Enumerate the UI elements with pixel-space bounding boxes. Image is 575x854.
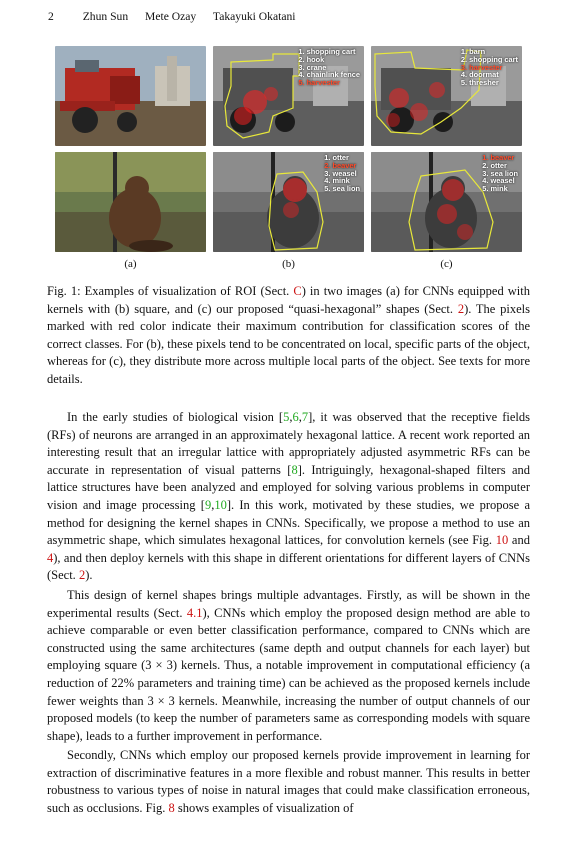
body-text <box>47 409 530 820</box>
text: ), CNNs which employ the proposed design method are able to achieve comparable or even better classification performance, compared to CNNs which are constructed using the same architectures (same depth and output channels for each layer) but employing square (3 × 3) kernels. Thus, a notable improvement in computational efficiency (a reduction of 22% parameters and training time) can be achieved as the proposed kernels include fewer weights than 3 × 3 kernels. Meanwhile, increasing the number of output channels of our proposed models (to keep the number of parameters same as corresponding models with square shape), leads to a further improvement in performance. <box>47 605 530 743</box>
section-ref-link[interactable]: 4.1 <box>186 605 203 620</box>
paragraph-3 <box>47 747 530 817</box>
paragraph-1 <box>47 409 530 585</box>
figure-ref-link[interactable]: 8 <box>168 801 175 816</box>
label-item: 2. otter <box>482 160 507 170</box>
caption-text: ). The pixels marked with red color indicate their maximum contribution for classification scores of the correct classes. For (b), these pixels tend to be concentrated on local, specific parts of the object, whereas for (c), they distribute more across multiple local parts of the object. See texts for more details. <box>47 301 530 386</box>
figure-ref-link[interactable]: 10 <box>495 533 509 548</box>
figure-row-beaver <box>55 152 527 252</box>
harvester-original-image <box>55 46 206 146</box>
figure-ref-link[interactable]: 4 <box>47 550 54 565</box>
section-ref-link[interactable]: 2 <box>78 568 86 583</box>
label-item: 4. mink <box>324 176 350 186</box>
label-item-correct: 2. beaver <box>324 160 357 170</box>
label-item-correct: 3. harvester <box>460 62 503 72</box>
citation-link[interactable]: 7 <box>301 410 309 424</box>
top-5-labels-c-bottom <box>482 154 518 193</box>
label-item-correct: 5. harvester <box>298 78 340 88</box>
label-item: 3. crane <box>298 62 327 72</box>
beaver-original-image <box>55 152 206 252</box>
beaver-roi-hexagonal-kernel <box>371 152 522 252</box>
citation-link[interactable]: 9 <box>204 497 212 512</box>
citation-link[interactable]: 5 <box>283 410 290 424</box>
text: ), and then deploy kernels with this shape in different orientations for different layers of CNNs (Sect. <box>47 550 530 583</box>
label-item: 2. hook <box>298 54 325 64</box>
text: In the early studies of biological vision [ <box>67 410 284 424</box>
page-number: 2 <box>48 10 54 23</box>
label-item: 5. sea lion <box>324 184 360 194</box>
label-item: 2. shopping cart <box>460 54 518 64</box>
paragraph-2 <box>47 587 530 745</box>
text: and <box>508 533 530 548</box>
text: ], it was observed that the receptive fields (RFs) of neurons are arranged in an approximately hexagonal lattice. A recent work reported an interesting result that an irregular lattice with appropriately adjusted asymmetric RFs can be accurate in representation of visual patterns [ <box>47 410 530 477</box>
label-item-correct: 1. beaver <box>482 153 515 162</box>
citation-link[interactable]: 6 <box>292 410 299 424</box>
author-3: Takayuki Okatani <box>212 10 296 23</box>
figure-row-harvester <box>55 46 527 146</box>
label-item: 1. shopping cart <box>298 47 356 56</box>
text: , <box>211 497 215 512</box>
label-item: 5. mink <box>482 184 508 194</box>
label-item: 4. doormat <box>460 70 499 80</box>
top-5-labels-b-top <box>298 48 360 87</box>
text: This design of kernel shapes brings multiple advantages. Firstly, as will be shown in the experimental results (Sect. <box>47 587 530 620</box>
subfigure-label-b: (b) <box>282 258 295 270</box>
label-item: 1. barn <box>460 47 486 56</box>
running-header <box>48 10 310 23</box>
figure-1 <box>55 46 527 270</box>
figure-caption <box>47 283 530 389</box>
label-item: 1. otter <box>324 153 349 162</box>
top-5-labels-c-top <box>461 48 518 87</box>
label-item: 5. thresher <box>460 78 499 88</box>
subfigure-label-a: (a) <box>124 258 137 270</box>
harvester-roi-hexagonal-kernel <box>371 46 522 146</box>
text: , <box>289 410 293 424</box>
label-item: 4. weasel <box>482 176 515 186</box>
text: Secondly, CNNs which employ our proposed kernels provide improvement in learning for extraction of discriminative features in a more flexible and robust manner. This results in better robustness to various types of noise in natural images that could make classification erroneous, such as occlusions. Fig. <box>47 748 530 816</box>
citation-link[interactable]: 8 <box>291 462 298 477</box>
subfigure-label-c: (c) <box>440 258 453 270</box>
label-item: 4. chainlink fence <box>298 70 360 80</box>
harvester-roi-square-kernel <box>213 46 364 146</box>
caption-text: ) in two images (a) for CNNs equipped with kernels with (b) square, and (c) our proposed “quasi-hexagonal” shapes (Sect. <box>47 284 530 316</box>
author-1: Zhun Sun <box>82 10 129 23</box>
label-item: 3. sea lion <box>482 168 518 178</box>
text: ). <box>85 568 93 583</box>
section-ref-link[interactable]: C <box>293 284 302 298</box>
label-item: 3. weasel <box>324 168 357 178</box>
top-5-labels-b-bottom <box>324 154 360 193</box>
text: shows examples of visualization of <box>174 801 354 816</box>
author-2: Mete Ozay <box>145 10 197 23</box>
text: ]. Intriguingly, hexagonal-shaped filters and lattice structures have been analyzed and employed for solving various problems in computer vision and image processing [ <box>47 462 530 512</box>
text: , <box>298 410 302 424</box>
citation-link[interactable]: 10 <box>214 497 227 512</box>
subfigure-labels <box>55 258 527 270</box>
text: ]. In this work, motivated by these studies, we propose a method for designing the kernel shapes in CNNs. Specifically, we propose a method to use an asymmetric shape, which simulates hexagonal lattices, for convolution kernels (see Fig. <box>47 497 530 548</box>
section-ref-link[interactable]: 2 <box>457 301 465 316</box>
beaver-roi-square-kernel <box>213 152 364 252</box>
caption-text: Fig. 1: Examples of visualization of ROI (Sect. <box>47 284 294 298</box>
